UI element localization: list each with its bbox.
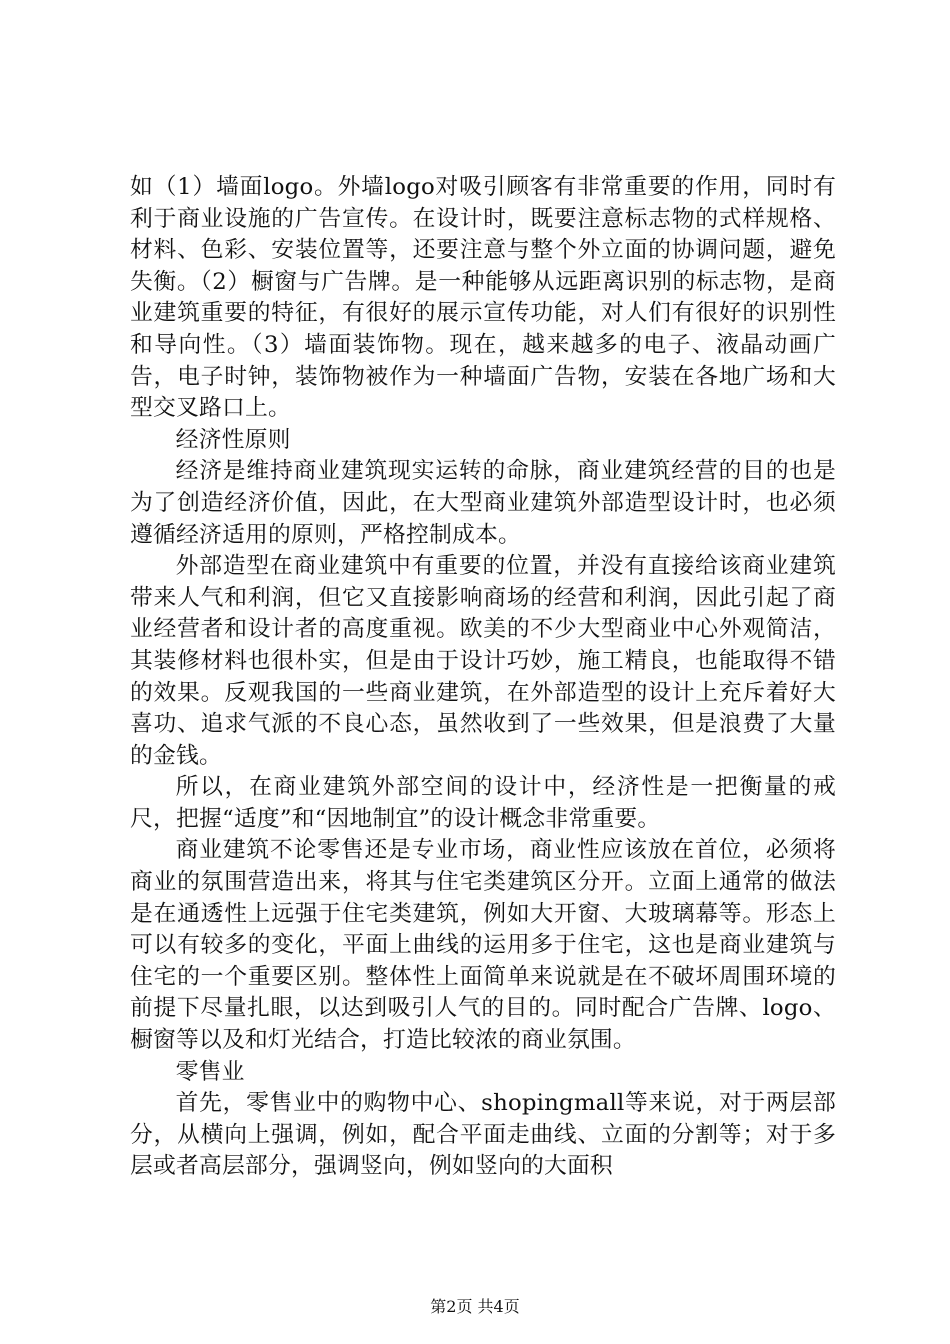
body-paragraph: 外部造型在商业建筑中有重要的位置，并没有直接给该商业建筑带来人气和利润，但它又直接影响商场的经营和利润，因此引起了商业经营者和设计者的高度重视。欧美的不少大型商业中心外观简洁，其装修材料也很朴实，但是由于设计巧妙，施工精良，也能取得不错的效果。反观我国的一些商业建筑，在外部造型的设计上充斥着好大喜功、追求气派的不良心态，虽然收到了一些效果，但是浪费了大量的金钱。 <box>130 553 836 769</box>
section-heading: 经济性原则 <box>175 426 291 453</box>
body-paragraph: 所以，在商业建筑外部空间的设计中，经济性是一把衡量的戒尺，把握“适度”和“因地制宜”的设计概念非常重要。 <box>130 774 836 832</box>
section-heading: 零售业 <box>175 1058 245 1085</box>
body-paragraph: 商业建筑不论零售还是专业市场，商业性应该放在首位，必须将商业的氛围营造出来，将其与住宅类建筑区分开。立面上通常的做法是在通透性上远强于住宅类建筑，例如大开窗、大玻璃幕等。形态上可以有较多的变化，平面上曲线的运用多于住宅，这也是商业建筑与住宅的一个重要区别。整体性上面简单来说就是在不破坏周围环境的前提下尽量扎眼，以达到吸引人气的目的。同时配合广告牌、logo、橱窗等以及和灯光结合，打造比较浓的商业氛围。 <box>130 837 836 1054</box>
page-number-footer: 第2页 共4页 <box>430 1297 520 1316</box>
document-body <box>130 172 836 1183</box>
body-paragraph: 首先，零售业中的购物中心、shopingmall等来说，对于两层部分，从横向上强调，例如，配合平面走曲线、立面的分割等；对于多层或者高层部分，强调竖向，例如竖向的大面积 <box>130 1090 836 1180</box>
body-paragraph: 经济是维持商业建筑现实运转的命脉，商业建筑经营的目的也是为了创造经济价值，因此，在大型商业建筑外部造型设计时，也必须遵循经济适用的原则，严格控制成本。 <box>130 458 836 548</box>
body-paragraph: 如（1）墙面logo。外墙logo对吸引顾客有非常重要的作用，同时有利于商业设施的广告宣传。在设计时，既要注意标志物的式样规格、材料、色彩、安装位置等，还要注意与整个外立面的协调问题，避免失衡。（2）橱窗与广告牌。是一种能够从远距离识别的标志物，是商业建筑重要的特征，有很好的展示宣传功能，对人们有很好的识别性和导向性。（3）墙面装饰物。现在，越来越多的电子、液晶动画广告，电子时钟，装饰物被作为一种墙面广告物，安装在各地广场和大型交叉路口上。 <box>130 174 836 422</box>
